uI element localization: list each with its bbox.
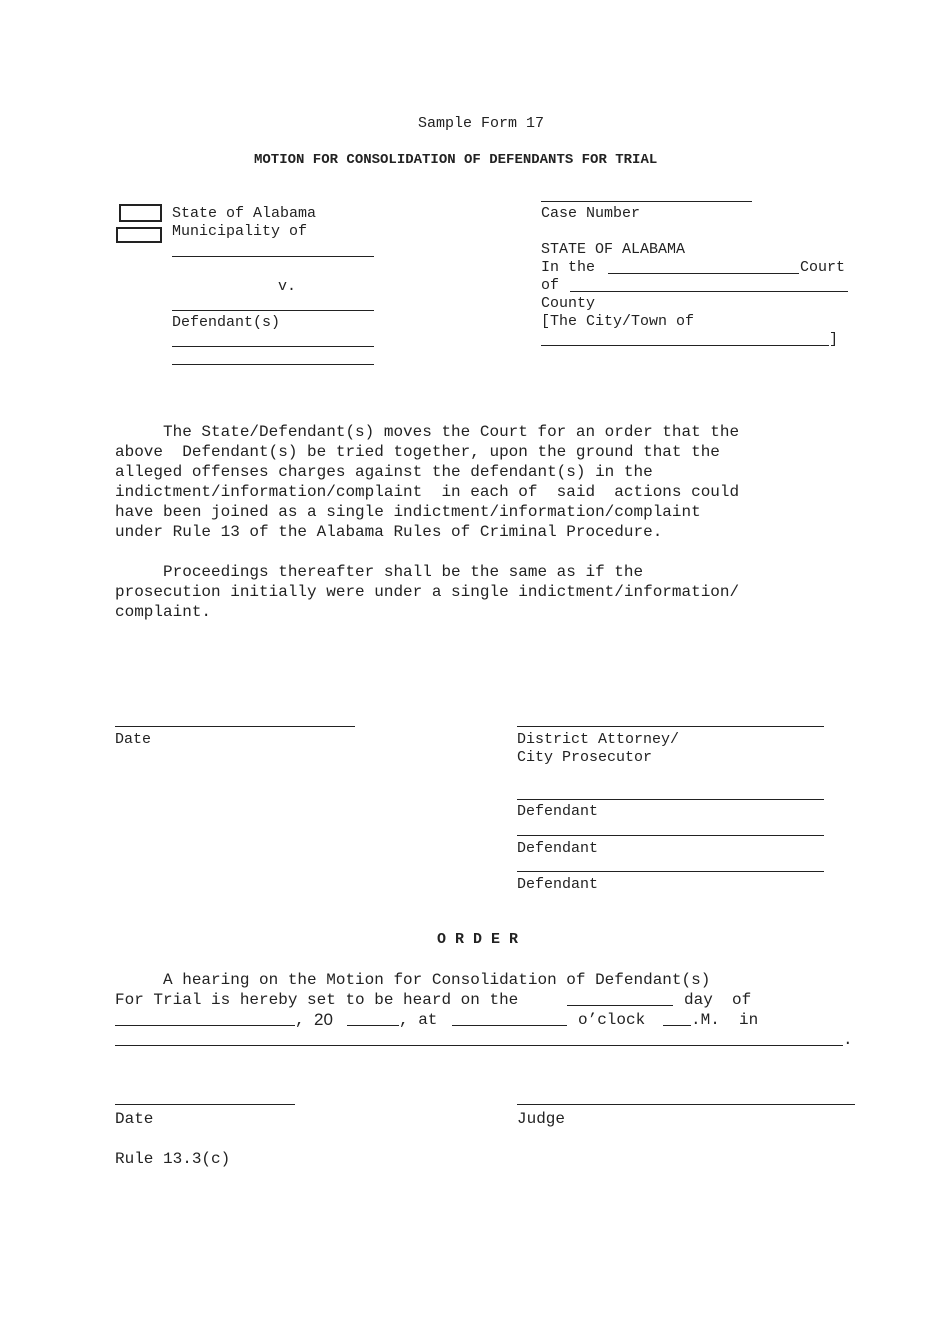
of-label: of — [541, 277, 560, 294]
defendant-signature-label-2: Defendant — [517, 840, 599, 857]
proceedings-paragraph-line: complaint. — [115, 603, 212, 621]
day-of-label: day of — [684, 991, 752, 1009]
hearing-year-line[interactable] — [347, 1025, 399, 1026]
case-number-label: Case Number — [541, 205, 641, 222]
hearing-time-line[interactable] — [452, 1025, 567, 1026]
month-comma: , — [295, 1011, 305, 1029]
meridiem-in-label: .M. in — [691, 1011, 759, 1029]
motion-paragraph-line: have been joined as a single indictment/information/complaint — [115, 503, 701, 521]
defendant-name-line[interactable] — [172, 310, 374, 311]
at-label: , at — [399, 1011, 438, 1029]
defendant-signature-line-2[interactable] — [517, 835, 824, 836]
motion-paragraph-line: under Rule 13 of the Alabama Rules of Criminal Procedure. — [115, 523, 663, 541]
motion-date-line[interactable] — [115, 726, 355, 727]
state-heading: STATE OF ALABAMA — [541, 241, 686, 258]
hearing-location-line[interactable] — [115, 1045, 843, 1046]
district-attorney-signature-line[interactable] — [517, 726, 824, 727]
close-bracket: ] — [829, 331, 839, 348]
order-date-label: Date — [115, 1110, 154, 1128]
court-name-line[interactable] — [608, 273, 799, 274]
order-heading: O R D E R — [437, 931, 519, 948]
oclock-label: o’clock — [578, 1011, 646, 1029]
hearing-month-line[interactable] — [115, 1025, 295, 1026]
state-option-label: State of Alabama — [172, 205, 317, 222]
order-text-line-2: For Trial is hereby set to be heard on the — [115, 991, 519, 1009]
in-the-label: In the — [541, 259, 596, 276]
proceedings-paragraph-line: Proceedings thereafter shall be the same as if the — [115, 563, 644, 581]
motion-date-label: Date — [115, 731, 152, 748]
judge-signature-line[interactable] — [517, 1104, 855, 1105]
proceedings-paragraph-line: prosecution initially were under a single indictment/information/ — [115, 583, 740, 601]
court-label: Court — [800, 259, 846, 276]
motion-paragraph-line: above Defendant(s) be tried together, upon the ground that the — [115, 443, 720, 461]
motion-paragraph-line: alleged offenses charges against the defendant(s) in the — [115, 463, 653, 481]
motion-paragraph-line: The State/Defendant(s) moves the Court for an order that the — [115, 423, 740, 441]
rule-reference: Rule 13.3(c) — [115, 1150, 231, 1168]
versus-label: v. — [278, 278, 297, 295]
am-pm-line[interactable] — [663, 1025, 691, 1026]
order-date-line[interactable] — [115, 1104, 295, 1105]
county-name-line[interactable] — [570, 291, 848, 292]
defendant-name-line-2[interactable] — [172, 346, 374, 347]
judge-label: Judge — [517, 1110, 566, 1128]
location-period: . — [843, 1031, 853, 1049]
city-town-label: [The City/Town of — [541, 313, 695, 330]
defendant-name-line-3[interactable] — [172, 364, 374, 365]
state-checkbox[interactable] — [119, 204, 162, 222]
defendant-signature-line-3[interactable] — [517, 871, 824, 872]
municipality-name-line[interactable] — [172, 256, 374, 257]
defendant-signature-label-1: Defendant — [517, 803, 599, 820]
form-title: MOTION FOR CONSOLIDATION OF DEFENDANTS FOR TRIAL — [254, 152, 658, 168]
order-text-line-1: A hearing on the Motion for Consolidation of Defendant(s) — [115, 971, 711, 989]
form-label: Sample Form 17 — [418, 115, 545, 132]
municipality-option-label: Municipality of — [172, 223, 308, 240]
defendant-signature-line-1[interactable] — [517, 799, 824, 800]
city-town-line[interactable] — [541, 345, 829, 346]
district-attorney-label: District Attorney/ — [517, 731, 680, 748]
municipality-checkbox[interactable] — [116, 227, 162, 243]
county-label: County — [541, 295, 596, 312]
year-prefix: 20 — [314, 1010, 333, 1029]
case-number-line[interactable] — [541, 201, 752, 202]
defendant-signature-label-3: Defendant — [517, 876, 599, 893]
motion-paragraph-line: indictment/information/complaint in each of said actions could — [115, 483, 740, 501]
defendant-label: Defendant(s) — [172, 314, 281, 331]
city-prosecutor-label: City Prosecutor — [517, 749, 653, 766]
hearing-day-line[interactable] — [567, 1005, 673, 1006]
